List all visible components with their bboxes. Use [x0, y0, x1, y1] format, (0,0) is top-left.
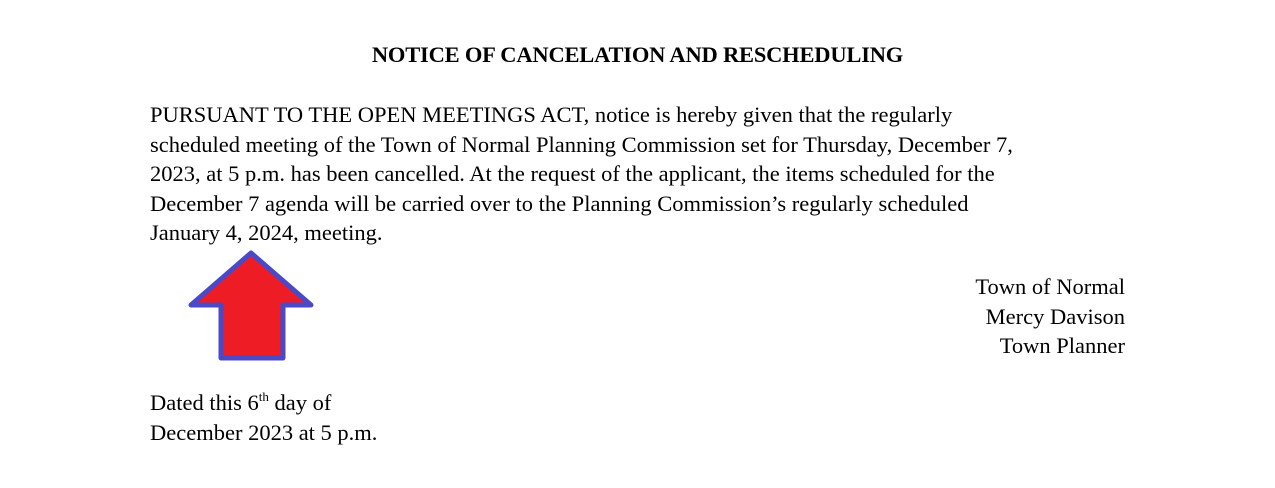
- dated-line-1: [150, 388, 377, 418]
- up-arrow-icon: [186, 248, 318, 364]
- ordinal-suffix: th: [258, 389, 269, 404]
- dated-line-2: December 2023 at 5 p.m.: [150, 419, 378, 445]
- body-line: scheduled meeting of the Town of Normal Planning Commission set for Thursday, December 7,: [150, 131, 1013, 157]
- notice-title: NOTICE OF CANCELATION AND RESCHEDULING: [371, 42, 904, 67]
- dated-prefix: Dated this 6: [150, 390, 259, 415]
- signature-organization: Town of Normal: [975, 274, 1125, 299]
- signature-block: [975, 272, 1125, 361]
- signature-role: Town Planner: [999, 333, 1125, 358]
- dated-block: [150, 388, 377, 447]
- dated-suffix: day of: [268, 390, 332, 415]
- body-line: 2023, at 5 p.m. has been cancelled. At the request of the applicant, the items scheduled for the: [150, 161, 995, 186]
- body-line: December 7 agenda will be carried over to the Planning Commission’s regularly scheduled: [150, 190, 969, 216]
- signature-name: Mercy Davison: [985, 303, 1125, 329]
- body-line: January 4, 2024, meeting.: [150, 220, 383, 245]
- body-line: PURSUANT TO THE OPEN MEETINGS ACT, notice is hereby given that the regularly: [150, 102, 953, 127]
- notice-body: [150, 100, 1130, 248]
